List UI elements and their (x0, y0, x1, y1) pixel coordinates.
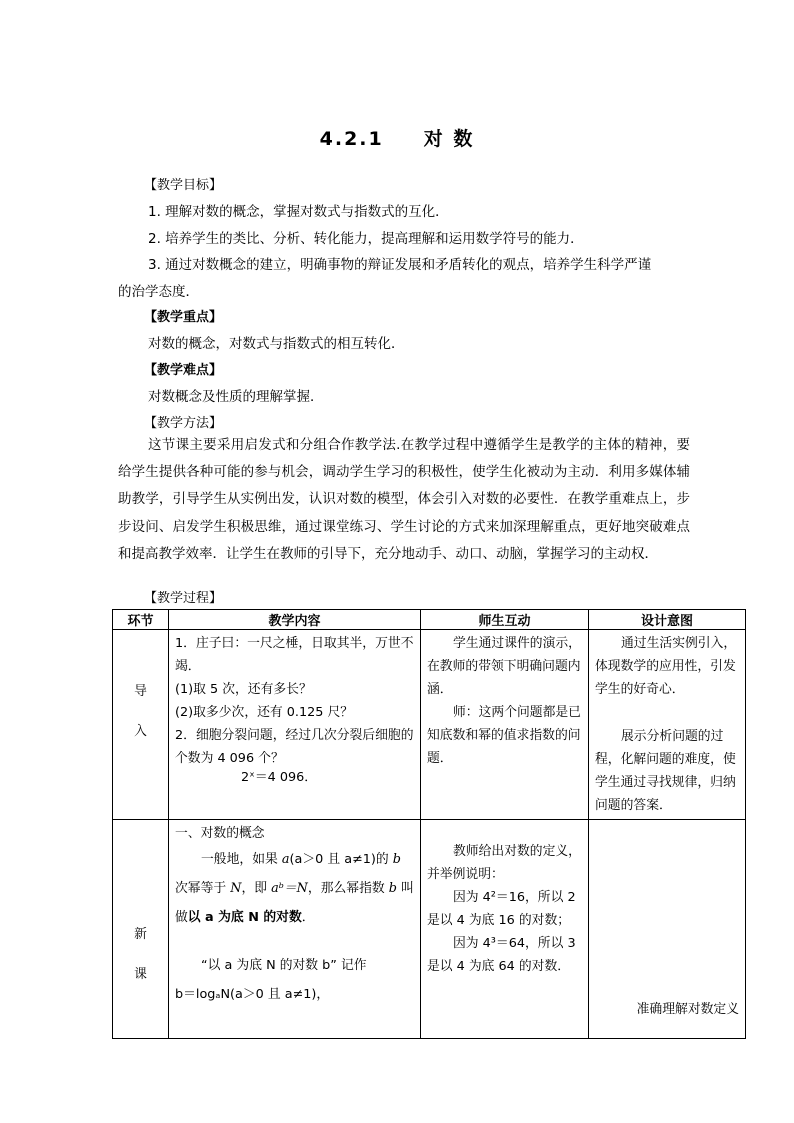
intent-line: 准确理解对数定义 (636, 1002, 739, 1017)
page-title (0, 124, 794, 151)
interaction-cell (421, 630, 589, 820)
interaction-line: 师：这两个问题都是已知底数和幂的值求指数的问题． (427, 705, 581, 766)
objective-item: 1. 理解对数的概念，掌握对数式与指数式的互化． (148, 204, 449, 221)
stage-char: 课 (134, 967, 147, 982)
stage-cell (113, 630, 169, 820)
methods-heading: 【教学方法】 (144, 415, 223, 431)
content-line: 1．庄子曰：一尺之棰，日取其半，万世不竭． (175, 636, 414, 674)
methods-text: 这节课主要采用启发式和分组合作教学法.在教学过程中遵循学生是教学的主体的精神，要给学生提供各种可能的参与机会，调动学生学习的积极性，使学生化被动为主动．利用多媒体辅助教学，引导学生从实例出发，认识对数的模型，体会引入对数的必要性．在教学重难点上，步步设问、启发学生积极思维，通过课堂练习、学生讨论的方式来加深理解重点，更好地突破难点和提高教学效率．让学生在教师的引导下，充分地动手、动口、动脑，掌握学习的主动权． (118, 437, 690, 562)
notation-text: “以 a 为底 N 的对数 b” 记作 (201, 958, 367, 973)
intent-line: 展示分析问题的过程，化解问题的难度，使学生通过寻找规律，归纳问题的答案． (595, 729, 736, 813)
content-cell (169, 630, 421, 820)
interaction-line: 因为 4³＝64，所以 3 是以 4 为底 64 的对数． (427, 936, 576, 974)
column-header: 环节 (113, 610, 169, 630)
interaction-line: 教师给出对数的定义，并举例说明： (427, 844, 581, 882)
content-line: 2ˣ＝4 096． (241, 770, 318, 785)
process-heading: 【教学过程】 (144, 591, 223, 606)
interaction-cell (421, 820, 589, 1039)
column-header: 设计意图 (589, 610, 746, 630)
interaction-line: 学生通过课件的演示，在教师的带领下明确问题内涵． (427, 636, 581, 697)
content-line: (2)取多少次，还有 0.125 尺？ (175, 705, 354, 720)
section-number: 4.2.1 (319, 128, 384, 150)
stage-char: 新 (134, 927, 147, 942)
stage-char: 入 (134, 724, 147, 739)
objective-item: 的治学态度． (118, 283, 199, 300)
content-line: 2．细胞分裂问题，经过几次分裂后细胞的个数为 4 096 个？ (175, 728, 414, 766)
difficulties-text: 对数概念及性质的理解掌握． (148, 389, 324, 406)
objective-item: 2. 培养学生的类比、分析、转化能力，提高理解和运用数学符号的能力． (148, 230, 584, 247)
column-header: 教学内容 (169, 610, 421, 630)
intent-cell (589, 630, 746, 820)
key-points-text: 对数的概念，对数式与指数式的相互转化． (148, 336, 405, 353)
table-header-row (113, 610, 746, 630)
content-cell (169, 820, 421, 1039)
table-row-intro (113, 630, 746, 820)
definition-text: 一般地，如果 a(a＞0 且 a≠1)的 b 次幂等于 N，即 aᵇ＝N，那么幂指数 b 叫做以 a 为底 N 的对数． (175, 852, 414, 925)
key-points-heading: 【教学重点】 (144, 310, 223, 326)
column-header: 师生互动 (421, 610, 589, 630)
stage-cell (113, 820, 169, 1039)
section-name: 对 数 (423, 128, 475, 150)
intent-cell (589, 820, 746, 1039)
content-heading: 一、对数的概念 (175, 826, 265, 841)
objectives-section (118, 173, 690, 437)
objective-item: 3. 通过对数概念的建立，明确事物的辩证发展和矛盾转化的观点，培养学生科学严谨 (148, 257, 652, 274)
log-formula: b＝logₐN(a＞0 且 a≠1)， (175, 987, 330, 1002)
teaching-process-table (112, 609, 746, 1039)
objectives-heading: 【教学目标】 (144, 178, 223, 193)
difficulties-heading: 【教学难点】 (144, 362, 223, 378)
table-row-new-lesson (113, 820, 746, 1039)
interaction-line: 因为 4²＝16，所以 2 是以 4 为底 16 的对数； (427, 890, 576, 928)
intent-line: 通过生活实例引入，体现数学的应用性，引发学生的好奇心． (595, 636, 737, 697)
stage-char: 导 (134, 684, 147, 699)
content-line: (1)取 5 次，还有多长？ (175, 682, 312, 697)
